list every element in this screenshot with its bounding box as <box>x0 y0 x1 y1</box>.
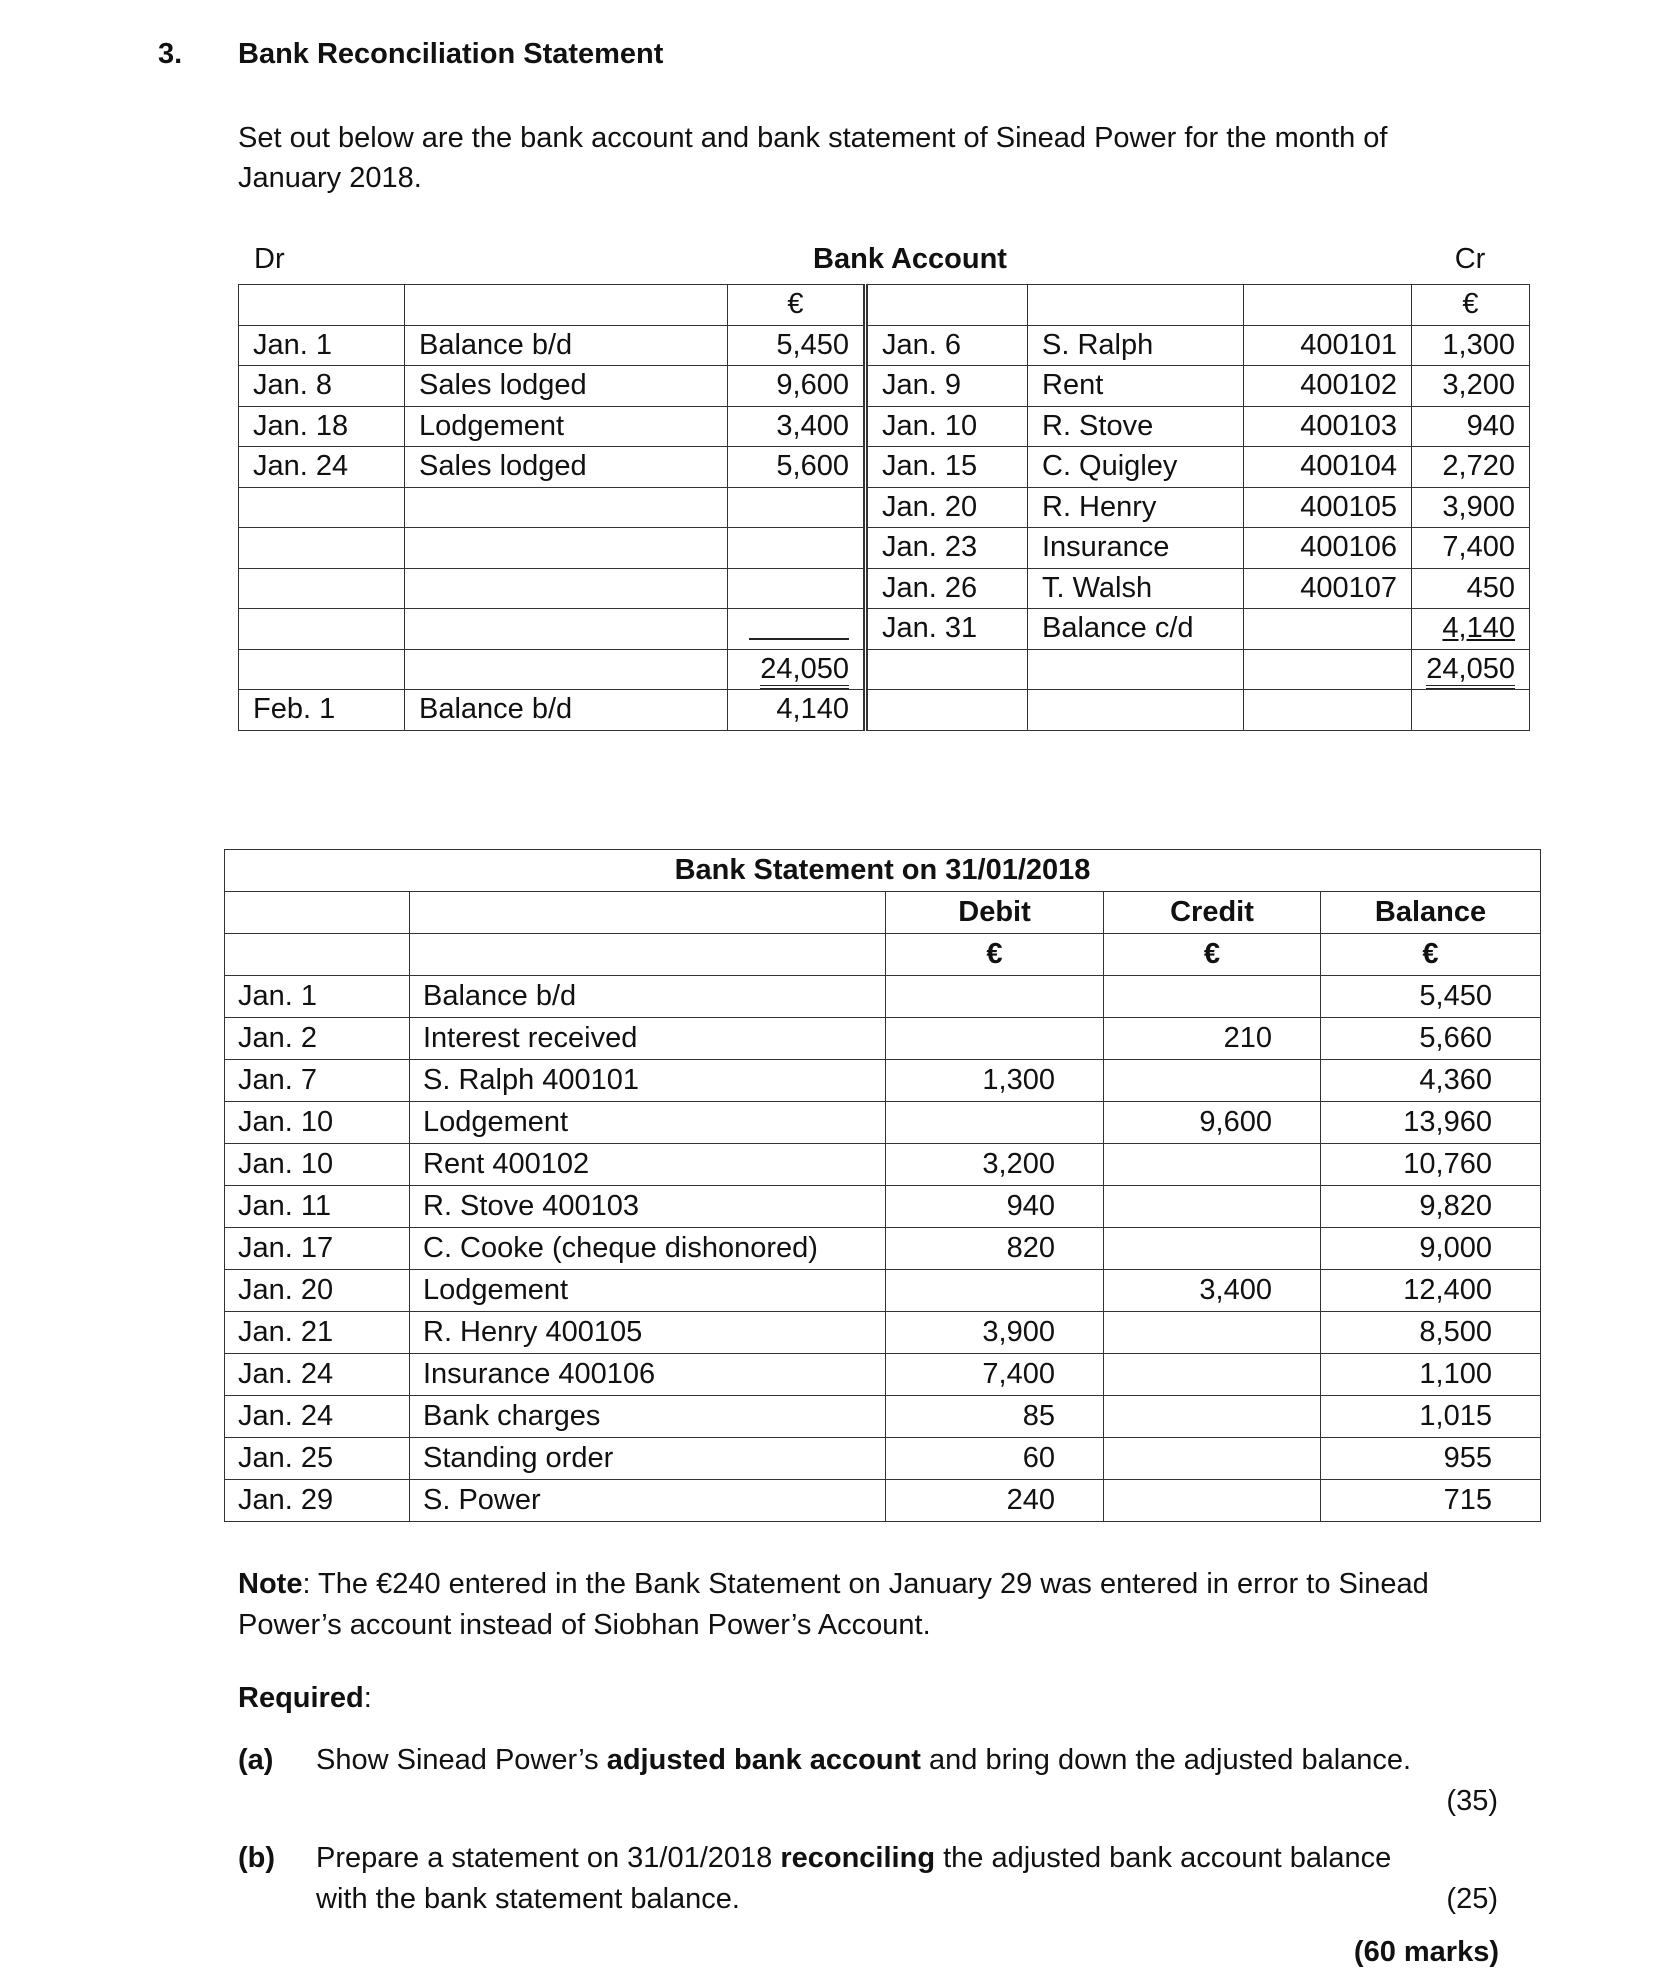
statement-date: Jan. 10 <box>225 1102 410 1144</box>
statement-credit <box>1104 1144 1321 1186</box>
cr-detail: R. Stove <box>1028 406 1244 447</box>
statement-row <box>225 1102 1541 1144</box>
requirement-b-text: Prepare a statement on 31/01/2018 reconciling the adjusted bank account balance with the bank statement balance. <box>316 1842 1392 1915</box>
statement-credit <box>1104 1396 1321 1438</box>
statement-row <box>225 1018 1541 1060</box>
cr-amount: 3,900 <box>1412 487 1530 528</box>
dr-total-rule <box>728 609 866 650</box>
cr-cheque <box>1244 609 1412 650</box>
statement-credit: 3,400 <box>1104 1270 1321 1312</box>
statement-balance: 13,960 <box>1321 1102 1541 1144</box>
cr-amount: 2,720 <box>1412 447 1530 488</box>
cr-cheque: 400107 <box>1244 568 1412 609</box>
statement-balance: 9,000 <box>1321 1228 1541 1270</box>
cr-detail: R. Henry <box>1028 487 1244 528</box>
statement-credit <box>1104 1354 1321 1396</box>
cr-detail: Balance c/d <box>1028 609 1244 650</box>
cr-cheque: 400104 <box>1244 447 1412 488</box>
statement-date: Jan. 2 <box>225 1018 410 1060</box>
statement-header-row <box>225 892 1541 934</box>
dr-date: Jan. 1 <box>239 325 405 366</box>
statement-detail: Insurance 400106 <box>410 1354 886 1396</box>
statement-row <box>225 1144 1541 1186</box>
statement-detail: Balance b/d <box>410 976 886 1018</box>
cr-amount: 1,300 <box>1412 325 1530 366</box>
statement-balance: 1,015 <box>1321 1396 1541 1438</box>
cr-detail: T. Walsh <box>1028 568 1244 609</box>
statement-credit <box>1104 1186 1321 1228</box>
statement-credit <box>1104 1060 1321 1102</box>
cr-cheque: 400106 <box>1244 528 1412 569</box>
statement-debit: 820 <box>886 1228 1104 1270</box>
dr-date: Jan. 24 <box>239 447 405 488</box>
statement-row <box>225 1228 1541 1270</box>
intro-text: Set out below are the bank account and bank statement of Sinead Power for the month of January 2018. <box>238 122 1388 194</box>
statement-detail: S. Power <box>410 1480 886 1522</box>
total-marks: (60 marks) <box>1353 1936 1499 1968</box>
cr-detail: S. Ralph <box>1028 325 1244 366</box>
dr-total: 24,050 <box>760 653 849 689</box>
cr-detail: Rent <box>1028 366 1244 407</box>
statement-balance: 5,660 <box>1321 1018 1541 1060</box>
cr-date: Jan. 6 <box>866 325 1028 366</box>
statement-debit: 60 <box>886 1438 1104 1480</box>
bank-statement-table <box>224 849 1541 1522</box>
dr-date: Feb. 1 <box>239 690 405 731</box>
statement-row <box>225 1270 1541 1312</box>
statement-detail: R. Stove 400103 <box>410 1186 886 1228</box>
statement-date: Jan. 1 <box>225 976 410 1018</box>
debit-header: Debit <box>886 892 1104 934</box>
statement-date: Jan. 20 <box>225 1270 410 1312</box>
dr-detail: Lodgement <box>405 406 728 447</box>
dr-amount: 4,140 <box>728 690 866 731</box>
cr-cheque: 400103 <box>1244 406 1412 447</box>
dr-date: Jan. 8 <box>239 366 405 407</box>
cr-cheque: 400102 <box>1244 366 1412 407</box>
statement-credit <box>1104 1480 1321 1522</box>
statement-date: Jan. 7 <box>225 1060 410 1102</box>
statement-detail: Bank charges <box>410 1396 886 1438</box>
statement-debit <box>886 1270 1104 1312</box>
statement-balance: 5,450 <box>1321 976 1541 1018</box>
cr-date: Jan. 23 <box>866 528 1028 569</box>
balance-header: Balance <box>1321 892 1541 934</box>
dr-currency: € <box>728 285 866 326</box>
statement-balance: 1,100 <box>1321 1354 1541 1396</box>
ledger-row <box>239 528 1530 569</box>
cr-date: Jan. 26 <box>866 568 1028 609</box>
cr-detail: Insurance <box>1028 528 1244 569</box>
statement-row <box>225 1186 1541 1228</box>
dr-detail: Sales lodged <box>405 447 728 488</box>
statement-balance: 9,820 <box>1321 1186 1541 1228</box>
cr-label: Cr <box>1454 243 1486 275</box>
statement-row <box>225 1312 1541 1354</box>
requirement-b-label: (b) <box>238 1842 276 1874</box>
statement-debit <box>886 1018 1104 1060</box>
statement-credit <box>1104 1438 1321 1480</box>
cr-amount: 940 <box>1412 406 1530 447</box>
statement-debit: 3,900 <box>886 1312 1104 1354</box>
statement-date: Jan. 24 <box>225 1354 410 1396</box>
cr-amount: 450 <box>1412 568 1530 609</box>
dr-amount: 3,400 <box>728 406 866 447</box>
cr-cheque: 400105 <box>1244 487 1412 528</box>
cr-date: Jan. 10 <box>866 406 1028 447</box>
statement-detail: C. Cooke (cheque dishonored) <box>410 1228 886 1270</box>
statement-credit: 9,600 <box>1104 1102 1321 1144</box>
credit-currency: € <box>1104 934 1321 976</box>
statement-debit <box>886 976 1104 1018</box>
cr-date: Jan. 31 <box>866 609 1028 650</box>
statement-detail: R. Henry 400105 <box>410 1312 886 1354</box>
cr-detail: C. Quigley <box>1028 447 1244 488</box>
cr-cheque: 400101 <box>1244 325 1412 366</box>
requirement-b <box>238 1838 1498 1920</box>
statement-date: Jan. 10 <box>225 1144 410 1186</box>
ledger-row <box>239 325 1530 366</box>
dr-detail: Balance b/d <box>405 690 728 731</box>
statement-debit: 7,400 <box>886 1354 1104 1396</box>
statement-date: Jan. 29 <box>225 1480 410 1522</box>
cr-date: Jan. 9 <box>866 366 1028 407</box>
statement-date: Jan. 17 <box>225 1228 410 1270</box>
cr-total: 24,050 <box>1426 653 1515 689</box>
statement-credit <box>1104 1228 1321 1270</box>
cr-date: Jan. 20 <box>866 487 1028 528</box>
required-heading: Required: <box>238 1682 372 1714</box>
statement-debit: 940 <box>886 1186 1104 1228</box>
dr-amount: 9,600 <box>728 366 866 407</box>
requirement-a-label: (a) <box>238 1744 274 1776</box>
ledger-row <box>239 690 1530 731</box>
note <box>238 1564 1488 1646</box>
requirement-a <box>238 1740 1498 1822</box>
statement-row <box>225 1480 1541 1522</box>
statement-balance: 4,360 <box>1321 1060 1541 1102</box>
bank-account-title: Bank Account <box>813 243 1007 275</box>
statement-balance: 12,400 <box>1321 1270 1541 1312</box>
statement-row <box>225 976 1541 1018</box>
statement-detail: Rent 400102 <box>410 1144 886 1186</box>
statement-detail: S. Ralph 400101 <box>410 1060 886 1102</box>
dr-detail: Sales lodged <box>405 366 728 407</box>
ledger-row <box>239 447 1530 488</box>
ledger-currency-row <box>239 285 1530 326</box>
bank-statement-title: Bank Statement on 31/01/2018 <box>225 850 1541 892</box>
note-text: : The €240 entered in the Bank Statement on January 29 was entered in error to Sinead Power’s account instead of Siobhan Power’s Account. <box>238 1568 1429 1641</box>
ledger-row <box>239 609 1530 650</box>
dr-amount: 5,450 <box>728 325 866 366</box>
question-number: 3. <box>158 38 183 70</box>
cr-amount: 3,200 <box>1412 366 1530 407</box>
dr-amount: 5,600 <box>728 447 866 488</box>
cr-amount: 4,140 <box>1442 612 1515 645</box>
ledger-row <box>239 487 1530 528</box>
balance-currency: € <box>1321 934 1541 976</box>
ledger-row <box>239 568 1530 609</box>
question-title: Bank Reconciliation Statement <box>238 38 664 70</box>
cr-currency: € <box>1412 285 1530 326</box>
statement-row <box>225 1438 1541 1480</box>
bank-account-table <box>238 284 1530 731</box>
statement-balance: 10,760 <box>1321 1144 1541 1186</box>
dr-label: Dr <box>254 243 285 275</box>
note-label: Note <box>238 1568 303 1600</box>
statement-date: Jan. 11 <box>225 1186 410 1228</box>
statement-detail: Interest received <box>410 1018 886 1060</box>
statement-debit: 1,300 <box>886 1060 1104 1102</box>
requirement-b-marks: (25) <box>1446 1883 1498 1915</box>
dr-detail: Balance b/d <box>405 325 728 366</box>
dr-date: Jan. 18 <box>239 406 405 447</box>
statement-balance: 955 <box>1321 1438 1541 1480</box>
statement-balance: 715 <box>1321 1480 1541 1522</box>
statement-date: Jan. 21 <box>225 1312 410 1354</box>
statement-credit: 210 <box>1104 1018 1321 1060</box>
statement-title-row <box>225 850 1541 892</box>
statement-debit: 85 <box>886 1396 1104 1438</box>
statement-currency-row <box>225 934 1541 976</box>
statement-credit <box>1104 976 1321 1018</box>
credit-header: Credit <box>1104 892 1321 934</box>
statement-debit: 240 <box>886 1480 1104 1522</box>
cr-date: Jan. 15 <box>866 447 1028 488</box>
statement-detail: Lodgement <box>410 1102 886 1144</box>
statement-date: Jan. 24 <box>225 1396 410 1438</box>
cr-amount: 7,400 <box>1412 528 1530 569</box>
statement-detail: Standing order <box>410 1438 886 1480</box>
statement-row <box>225 1396 1541 1438</box>
statement-debit: 3,200 <box>886 1144 1104 1186</box>
statement-row <box>225 1354 1541 1396</box>
statement-row <box>225 1060 1541 1102</box>
ledger-row <box>239 366 1530 407</box>
ledger-row <box>239 406 1530 447</box>
requirement-a-marks: (35) <box>1446 1785 1498 1817</box>
debit-currency: € <box>886 934 1104 976</box>
statement-debit <box>886 1102 1104 1144</box>
ledger-total-row <box>239 649 1530 690</box>
statement-credit <box>1104 1312 1321 1354</box>
statement-detail: Lodgement <box>410 1270 886 1312</box>
requirement-a-text: Show Sinead Power’s adjusted bank account and bring down the adjusted balance. <box>316 1744 1412 1776</box>
statement-date: Jan. 25 <box>225 1438 410 1480</box>
statement-balance: 8,500 <box>1321 1312 1541 1354</box>
required-label: Required <box>238 1682 364 1714</box>
